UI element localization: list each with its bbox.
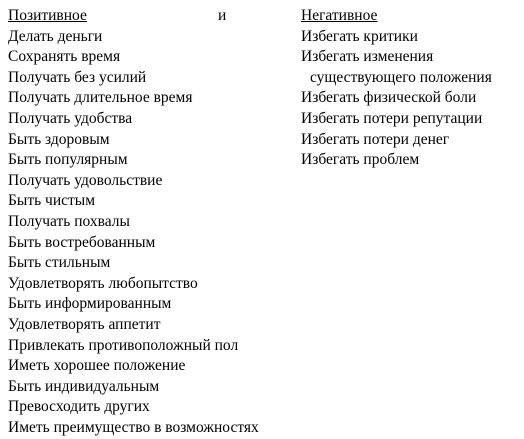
positive-item: Быть популярным [8, 151, 128, 169]
negative-item: Избегать потери денег [301, 130, 450, 148]
joiner-word: и [218, 7, 227, 24]
negative-list [301, 27, 523, 171]
positive-item: Быть чистым [8, 192, 95, 210]
positive-heading: Позитивное [8, 7, 87, 24]
negative-item: Избегать проблем [301, 151, 420, 169]
positive-item: Быть востребованным [8, 233, 156, 251]
negative-column [301, 6, 523, 171]
positive-item: Получать удовольствие [8, 171, 163, 189]
positive-item: Сохранять время [8, 48, 121, 66]
negative-heading: Негативное [301, 7, 378, 24]
positive-item: Удовлетворять любопытство [8, 274, 198, 292]
positive-item: Иметь преимущество в возможностях [8, 418, 259, 436]
negative-item: Избегать критики [301, 27, 418, 45]
positive-list [8, 27, 298, 439]
positive-item: Привлекать противоположный пол [8, 336, 239, 354]
negative-item: Избегать физической боли [301, 89, 477, 107]
positive-item: Получать похвалы [8, 212, 130, 230]
positive-item: Быть стильным [8, 254, 111, 272]
positive-item: Получать удобства [8, 109, 133, 127]
positive-item: Получать без усилий [8, 68, 147, 86]
positive-item: Иметь хорошее положение [8, 357, 186, 375]
positive-item: Быть индивидуальным [8, 377, 160, 395]
positive-item: Быть здоровым [8, 130, 110, 148]
positive-item: Быть информированным [8, 295, 172, 313]
positive-item: Удовлетворять аппетит [8, 315, 161, 333]
positive-item: Делать деньги [8, 27, 103, 45]
positive-item: Получать длительное время [8, 89, 193, 107]
negative-item: Избегать потери репутации [301, 109, 483, 127]
negative-item: Избегать изменения [301, 48, 434, 66]
positive-column [8, 6, 298, 438]
negative-item-continuation: существующего положения [310, 68, 492, 86]
positive-item: Превосходить других [8, 398, 150, 416]
